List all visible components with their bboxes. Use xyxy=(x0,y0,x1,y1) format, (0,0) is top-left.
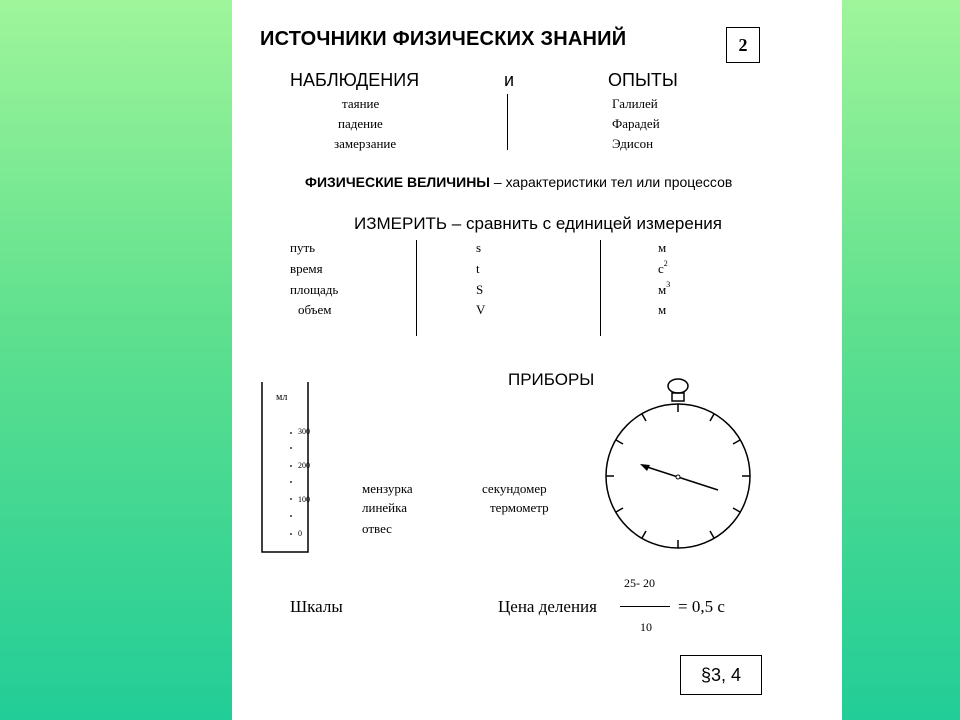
unit xyxy=(658,302,666,318)
division-result: = 0,5 с xyxy=(678,597,725,616)
scientist-item: Эдисон xyxy=(612,136,654,151)
reference-box xyxy=(680,655,762,695)
stopwatch-icon xyxy=(592,376,732,548)
scientist-item: Фарадей xyxy=(612,116,660,131)
page-number: 2 xyxy=(738,34,748,55)
quantity-symbol: S xyxy=(476,282,484,297)
divider xyxy=(416,240,417,336)
quantity-name: время xyxy=(290,261,323,276)
instruments-heading: ПРИБОРЫ xyxy=(508,370,595,389)
reference-text: §3, 4 xyxy=(700,664,742,685)
instrument-item: отвес xyxy=(362,521,392,536)
page-number-box xyxy=(726,27,760,63)
observation-item: таяние xyxy=(342,96,380,111)
beaker-tick-label: 300 xyxy=(298,427,310,436)
definition-text: – характеристики тел или процессов xyxy=(490,174,733,190)
unit-base: м xyxy=(658,302,667,317)
quantity-name: площадь xyxy=(290,282,339,297)
quantity-name: путь xyxy=(290,240,316,255)
quantity-symbol: t xyxy=(476,261,480,276)
observations-heading: НАБЛЮДЕНИЯ xyxy=(290,70,420,90)
unit-exponent: 3 xyxy=(666,280,671,289)
divider xyxy=(600,240,601,336)
definition-term: ФИЗИЧЕСКИЕ ВЕЛИЧИНЫ xyxy=(305,174,491,190)
division-label: Цена деления xyxy=(498,597,597,616)
fraction-denominator: 10 xyxy=(640,620,652,634)
beaker-tick-label: 200 xyxy=(298,461,310,470)
divider xyxy=(507,94,508,150)
unit-base: с xyxy=(658,261,664,276)
unit xyxy=(658,282,670,298)
instrument-item: термометр xyxy=(490,500,549,515)
unit-base: м xyxy=(658,282,667,297)
instrument-item: секундомер xyxy=(482,481,547,496)
measure-heading: ИЗМЕРИТЬ – сравнить с единицей измерения xyxy=(354,214,722,233)
definition xyxy=(305,174,732,190)
scientist-item: Галилей xyxy=(612,96,658,111)
fraction-bar xyxy=(620,606,670,607)
unit-exponent: 2 xyxy=(663,259,668,268)
beaker-tick-label: 100 xyxy=(298,495,310,504)
unit xyxy=(658,261,668,277)
experiments-heading: ОПЫТЫ xyxy=(608,70,678,90)
unit-base: м xyxy=(658,240,667,255)
conjunction: и xyxy=(504,70,515,90)
page-title: ИСТОЧНИКИ ФИЗИЧЕСКИХ ЗНАНИЙ xyxy=(260,28,627,50)
quantity-symbol: V xyxy=(476,302,486,317)
slide-page xyxy=(232,0,842,720)
quantity-name: объем xyxy=(298,302,332,317)
unit xyxy=(658,240,666,256)
observation-item: замерзание xyxy=(334,136,397,151)
scales-label: Шкалы xyxy=(290,597,343,616)
instrument-item: мензурка xyxy=(362,481,413,496)
quantity-symbol: s xyxy=(476,240,482,255)
beaker-tick-label: 0 xyxy=(298,529,302,538)
instrument-item: линейка xyxy=(362,500,408,515)
observation-item: падение xyxy=(338,116,383,131)
beaker-unit: мл xyxy=(276,392,288,403)
fraction-numerator: 25- 20 xyxy=(624,576,655,590)
